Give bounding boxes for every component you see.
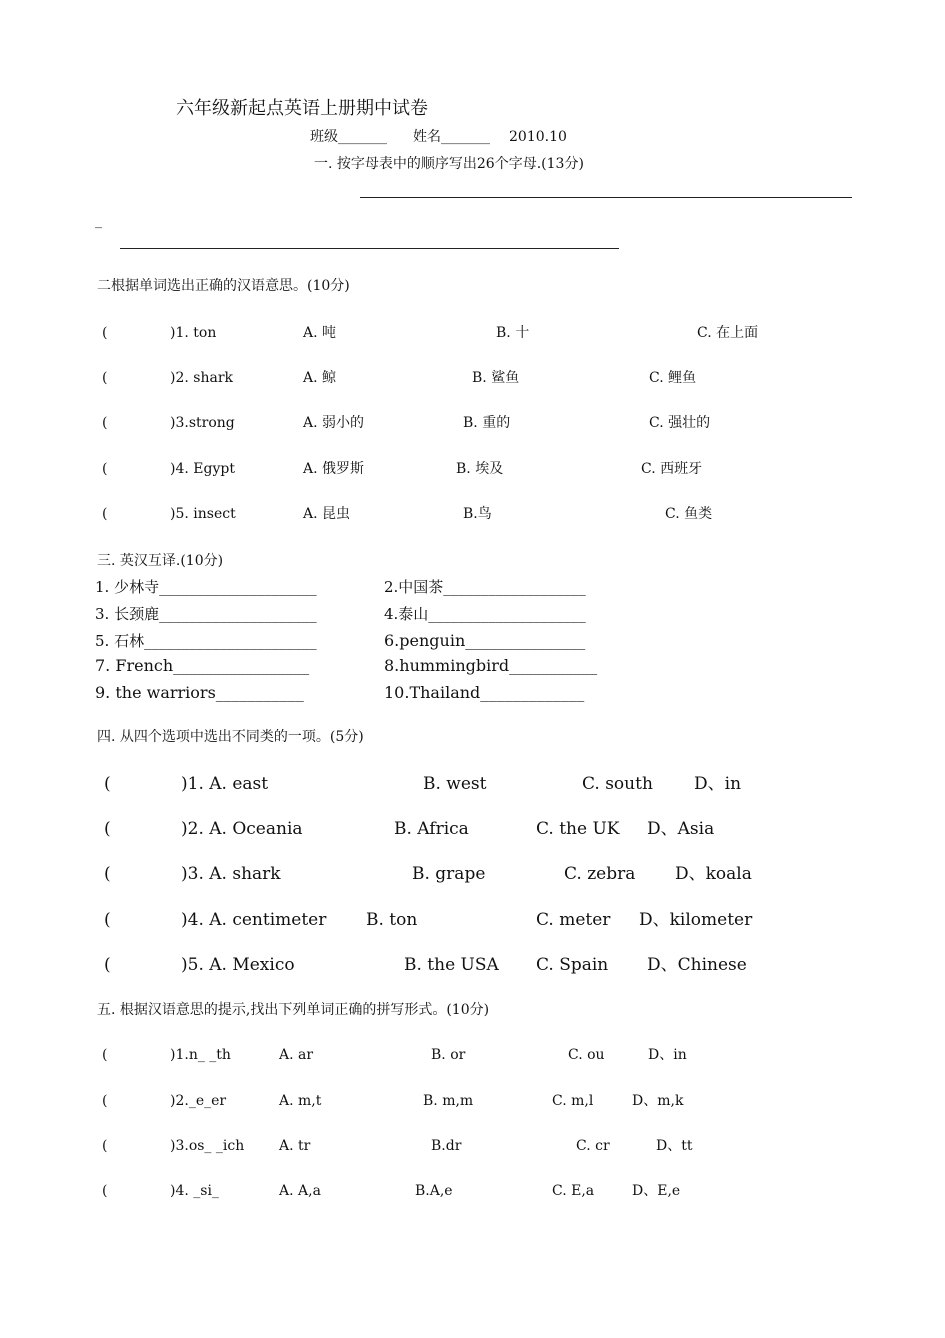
answer-paren[interactable]: ( [102,1138,108,1154]
answer-paren[interactable]: ( [104,955,111,975]
option-c: C. m,l [552,1093,594,1109]
option-c: C. ou [568,1047,605,1063]
exam-date: 2010.10 [509,129,567,145]
question-option-a: )1. A. east [181,774,269,794]
option-b: B. 鲨鱼 [472,370,520,386]
translation-item: 10.Thailand_____________ [384,683,585,702]
option-d: D、Asia [647,819,715,839]
option-b: B.A,e [415,1183,453,1199]
section-2-heading: 二根据单词选出正确的汉语意思。(10分) [97,278,350,294]
class-field: 班级_______ [310,129,387,145]
option-d: D、in [648,1047,687,1063]
translation-item: 7. French_________________ [95,656,310,675]
option-c: C. 西班牙 [641,461,703,477]
option-c: C. 在上面 [697,325,759,341]
option-d: D、kilometer [639,910,753,930]
answer-paren[interactable]: ( [102,1047,108,1063]
option-d: D、in [694,774,742,794]
question-option-a: )4. A. centimeter [181,910,327,930]
answer-paren[interactable]: ( [104,864,111,884]
answer-paren[interactable]: ( [102,415,108,431]
option-c: C. meter [536,910,611,930]
answer-paren[interactable]: ( [102,1183,108,1199]
option-d: D、tt [656,1138,693,1154]
option-d: D、koala [675,864,752,884]
option-c: C. 强壮的 [649,415,711,431]
question-word: )1.n_ _th [170,1047,231,1063]
option-d: D、Chinese [647,955,747,975]
option-a: A. 昆虫 [303,506,351,522]
option-a: A. 俄罗斯 [303,461,365,477]
translation-item: 2.中国茶___________________ [384,578,586,596]
question-option-a: )2. A. Oceania [181,819,303,839]
option-c: C. cr [576,1138,610,1154]
translation-item: 1. 少林寺_____________________ [95,578,317,596]
question-word: )3.strong [170,415,235,431]
translation-item: 5. 石林_______________________ [95,632,317,650]
option-b: B. west [423,774,487,794]
option-a: A. tr [279,1138,311,1154]
answer-line [360,197,852,198]
option-b: B. 重的 [463,415,511,431]
option-d: D、E,e [632,1183,681,1199]
option-c: C. 鱼类 [665,506,713,522]
answer-paren[interactable]: ( [104,819,111,839]
question-word: )1. ton [170,325,217,341]
answer-paren[interactable]: ( [102,325,108,341]
option-c: C. zebra [564,864,636,884]
question-word: )4. Egypt [170,461,235,477]
option-a: A. 吨 [303,325,337,341]
translation-item: 3. 长颈鹿_____________________ [95,605,317,623]
option-b: B.dr [431,1138,462,1154]
question-option-a: )5. A. Mexico [181,955,295,975]
option-c: C. E,a [552,1183,595,1199]
answer-paren[interactable]: ( [104,910,111,930]
option-b: B. ton [366,910,418,930]
question-option-a: )3. A. shark [181,864,281,884]
option-b: B. the USA [404,955,499,975]
option-b: B. 十 [496,325,530,341]
option-a: A. ar [279,1047,314,1063]
translation-item: 4.泰山_____________________ [384,605,586,623]
section-1-heading: 一. 按字母表中的顺序写出26个字母.(13分) [314,156,584,172]
option-d: D、m,k [632,1093,684,1109]
option-a: A. 弱小的 [303,415,365,431]
page-title: 六年级新起点英语上册期中试卷 [176,98,428,119]
option-c: C. the UK [536,819,620,839]
translation-item: 9. the warriors___________ [95,683,304,702]
option-a: A. A,a [279,1183,321,1199]
option-b: B. or [431,1047,466,1063]
option-a: A. 鲸 [303,370,337,386]
option-b: B. grape [412,864,486,884]
option-a: A. m,t [279,1093,322,1109]
section-5-heading: 五. 根据汉语意思的提示,找出下列单词正确的拼写形式。(10分) [97,1002,490,1018]
option-b: B.鸟 [463,506,492,522]
stray-underscore: _ [95,213,102,229]
translation-item: 6.penguin_______________ [384,631,586,650]
name-field: 姓名_______ [413,129,490,145]
answer-line [120,248,619,249]
option-b: B. m,m [423,1093,474,1109]
answer-paren[interactable]: ( [102,370,108,386]
section-4-heading: 四. 从四个选项中选出不同类的一项。(5分) [97,729,364,745]
answer-paren[interactable]: ( [102,506,108,522]
option-c: C. Spain [536,955,609,975]
option-c: C. 鲤鱼 [649,370,697,386]
answer-paren[interactable]: ( [102,461,108,477]
answer-paren[interactable]: ( [102,1093,108,1109]
option-c: C. south [582,774,653,794]
question-word: )2._e_er [170,1093,227,1109]
answer-paren[interactable]: ( [104,774,111,794]
option-b: B. Africa [394,819,469,839]
translation-item: 8.hummingbird___________ [384,656,598,675]
option-b: B. 埃及 [456,461,504,477]
question-word: )4. _si_ [170,1183,219,1199]
question-word: )3.os_ _ich [170,1138,245,1154]
section-3-heading: 三. 英汉互译.(10分) [97,553,224,569]
question-word: )5. insect [170,506,236,522]
question-word: )2. shark [170,370,233,386]
